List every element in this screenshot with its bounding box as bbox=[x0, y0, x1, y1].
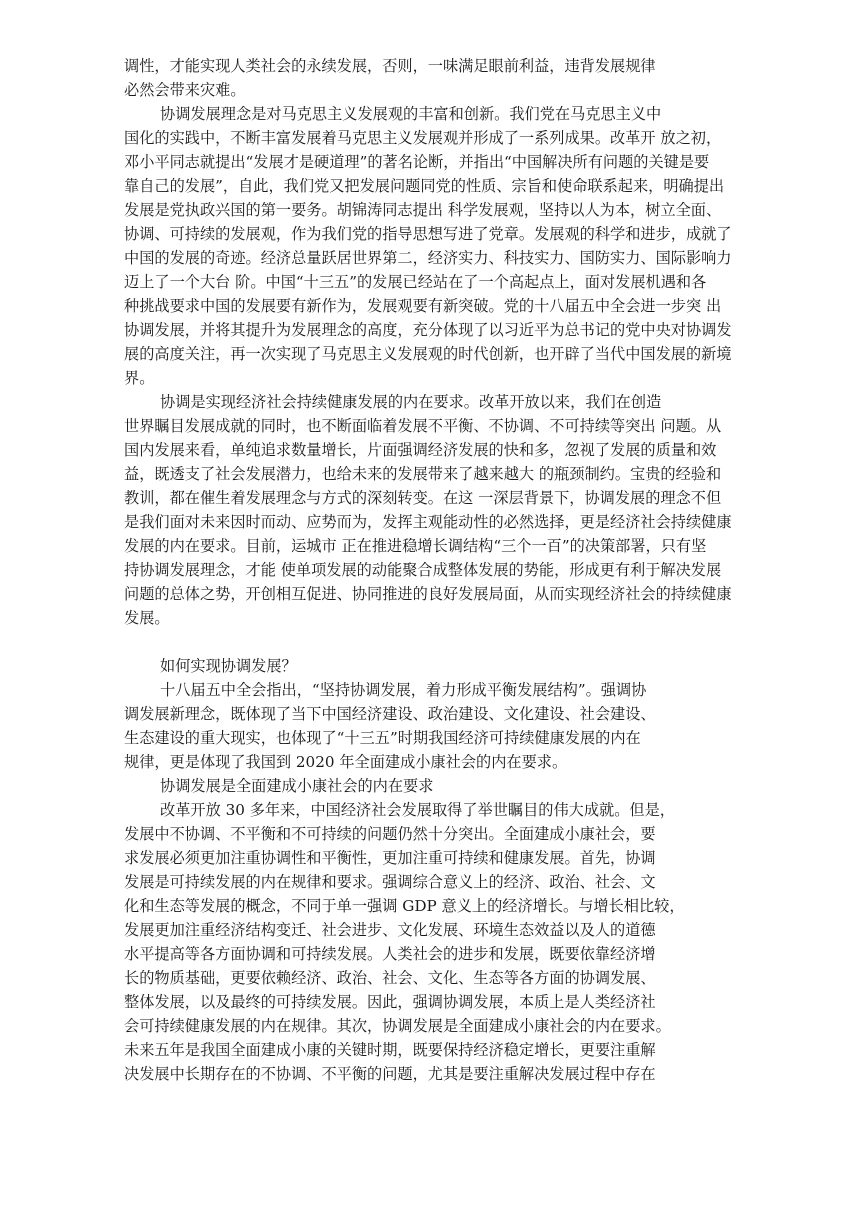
text-line: 生态建设的重大现实，也体现了“十三五”时期我国经济可持续健康发展的内在 bbox=[124, 729, 641, 747]
text-line: 邓小平同志就提出“发展才是硬道理”的著名论断，并指出“中国解决所有问题的关键是要 bbox=[124, 153, 710, 171]
text-line: 决发展中长期存在的不协调、不平衡的问题，尤其是要注重解决发展过程中存在 bbox=[124, 1065, 656, 1083]
text-line: 改革开放 30 多年来，中国经济社会发展取得了举世瞩目的伟大成就。但是， bbox=[160, 801, 675, 819]
text-line: 如何实现协调发展？ bbox=[160, 657, 297, 675]
text-line: 求发展必须更加注重协调性和平衡性，更加注重可持续和健康发展。首先，协调 bbox=[124, 849, 656, 867]
text-line: 协调发展理念是对马克思主义发展观的丰富和创新。我们党在马克思主义中 bbox=[160, 105, 662, 123]
text-line: 发展的内在要求。目前，运城市 正在推进稳增长调结构“三个一百”的决策部署，只有坚 bbox=[124, 537, 707, 555]
text-line: 发展是可持续发展的内在规律和要求。强调综合意义上的经济、政治、社会、文 bbox=[124, 873, 656, 891]
text-line: 必然会带来灾难。 bbox=[124, 81, 246, 99]
text-line: 规律，更是体现了我国到 2020 年全面建成小康社会的内在要求。 bbox=[124, 753, 568, 771]
text-line: 调性，才能实现人类社会的永续发展，否则，一味满足眼前利益，违背发展规律 bbox=[124, 57, 656, 75]
text-line: 发展更加注重经济结构变迁、社会进步、文化发展、环境生态效益以及人的道德 bbox=[124, 921, 656, 939]
text-line: 会可持续健康发展的内在规律。其次，协调发展是全面建成小康社会的内在要求。 bbox=[124, 1017, 671, 1035]
text-line: 协调发展，并将其提升为发展理念的高度，充分体现了以习近平为总书记的党中央对协调发 bbox=[124, 321, 732, 339]
text-line: 协调是实现经济社会持续健康发展的内在要求。改革开放以来，我们在创造 bbox=[160, 393, 662, 411]
text-line: 十八届五中全会指出，“坚持协调发展，着力形成平衡发展结构”。强调协 bbox=[160, 681, 647, 699]
text-line: 持协调发展理念，才能 使单项发展的动能聚合成整体发展的势能，形成更有利于解决发展 bbox=[124, 561, 722, 579]
text-line: 中国的发展的奇迹。经济总量跃居世界第二，经济实力、科技实力、国防实力、国际影响力 bbox=[124, 249, 732, 267]
text-line: 发展是党执政兴国的第一要务。胡锦涛同志提出 科学发展观，坚持以人为本，树立全面、 bbox=[124, 201, 722, 219]
text-line: 国内发展来看，单纯追求数量增长，片面强调经济发展的快和多，忽视了发展的质量和效 bbox=[124, 441, 717, 459]
text-line: 国化的实践中，不断丰富发展着马克思主义发展观并形成了一系列成果。改革开 放之初， bbox=[124, 129, 722, 147]
text-line: 益，既透支了社会发展潜力，也给未来的发展带来了越来越大 的瓶颈制约。宝贵的经验和 bbox=[124, 465, 722, 483]
text-line: 长的物质基础，更要依赖经济、政治、社会、文化、生态等各方面的协调发展、 bbox=[124, 969, 656, 987]
text-line: 水平提高等各方面协调和可持续发展。人类社会的进步和发展，既要依靠经济增 bbox=[124, 945, 656, 963]
text-line: 未来五年是我国全面建成小康的关键时期，既要保持经济稳定增长，更要注重解 bbox=[124, 1041, 656, 1059]
text-line: 协调发展是全面建成小康社会的内在要求 bbox=[160, 777, 434, 795]
text-line: 靠自己的发展”，自此，我们党又把发展问题同党的性质、宗旨和使命联系起来，明确提出 bbox=[124, 177, 725, 195]
text-line: 协调、可持续的发展观，作为我们党的指导思想写进了党章。发展观的科学和进步，成就了 bbox=[124, 225, 732, 243]
text-line: 是我们面对未来因时而动、应势而为，发挥主观能动性的必然选择，更是经济社会持续健康 bbox=[124, 513, 732, 531]
text-line: 世界瞩目发展成就的同时，也不断面临着发展不平衡、不协调、不可持续等突出 问题。从 bbox=[124, 417, 722, 435]
text-line: 问题的总体之势，开创相互促进、协同推进的良好发展局面，从而实现经济社会的持续健康 bbox=[124, 585, 732, 603]
text-line: 发展中不协调、不平衡和不可持续的问题仍然十分突出。全面建成小康社会，要 bbox=[124, 825, 656, 843]
text-line: 教训，都在催生着发展理念与方式的深刻转变。在这 一深层背景下，协调发展的理念不但 bbox=[124, 489, 722, 507]
text-line: 展的高度关注，再一次实现了马克思主义发展观的时代创新，也开辟了当代中国发展的新境 bbox=[124, 345, 732, 363]
text-line: 化和生态等发展的概念，不同于单一强调 GDP 意义上的经济增长。与增长相比较， bbox=[124, 897, 685, 915]
text-line: 种挑战要求中国的发展要有新作为，发展观要有新突破。党的十八届五中全会进一步突 出 bbox=[124, 297, 722, 315]
text-line: 整体发展，以及最终的可持续发展。因此，强调协调发展，本质上是人类经济社 bbox=[124, 993, 656, 1011]
text-line: 界。 bbox=[124, 369, 155, 387]
text-line: 迈上了一个大台 阶。中国“十三五”的发展已经站在了一个高起点上，面对发展机遇和各 bbox=[124, 273, 707, 291]
text-line: 发展。 bbox=[124, 609, 170, 627]
text-line: 调发展新理念，既体现了当下中国经济建设、政治建设、文化建设、社会建设、 bbox=[124, 705, 656, 723]
